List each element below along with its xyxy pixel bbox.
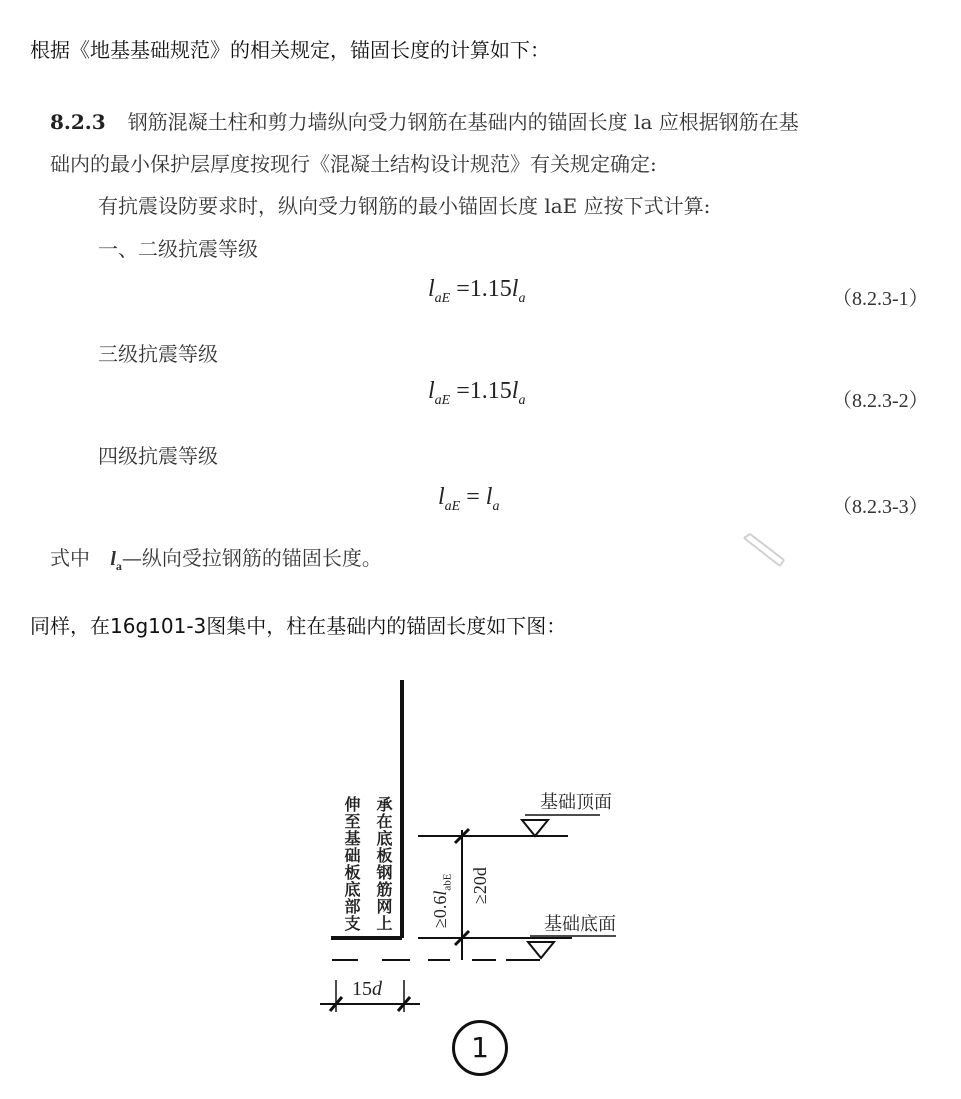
formula-1-eq: =1.15	[450, 276, 512, 302]
formula-2-rhs: l	[511, 378, 519, 404]
pencil-mark-icon	[740, 532, 786, 572]
vertical-note-2: 承在底板钢筋网上	[374, 796, 393, 932]
intro-line-2: 同样，在16g101-3图集中，柱在基础内的锚固长度如下图：	[30, 614, 567, 638]
formula-2-eq: =1.15	[450, 378, 512, 404]
formula-1	[428, 276, 525, 307]
intro-line-1: 根据《地基基础规范》的相关规定，锚固长度的计算如下：	[30, 38, 550, 62]
equation-number-3: （8.2.3-3）	[832, 496, 929, 518]
formula-2	[428, 378, 525, 409]
formula-1-lhs: l	[428, 276, 435, 302]
formula-2-rhs-sub: a	[518, 393, 526, 408]
detail-number: 1	[452, 1020, 508, 1076]
anchorage-length-label: $\ge 0.6l_{abE}$	[430, 873, 454, 928]
grade-1-2-label: 一、二级抗震等级	[98, 237, 258, 261]
formula-2-lhs-sub: aE	[434, 393, 451, 408]
formula-3-lhs-sub: aE	[444, 499, 461, 514]
note-symbol: $l_a$	[110, 548, 122, 573]
anchorage-min-label: ≥20d	[470, 867, 490, 904]
formula-3-rhs-sub: a	[492, 499, 500, 514]
foundation-bottom-label: 基础底面	[544, 914, 616, 935]
foundation-top-label: 基础顶面	[540, 792, 612, 813]
note-line	[50, 542, 382, 574]
equation-number-2: （8.2.3-2）	[832, 390, 929, 412]
formula-2-lhs: l	[428, 378, 435, 404]
seismic-text: 有抗震设防要求时，纵向受力钢筋的最小锚固长度 laE 应按下式计算:	[98, 194, 711, 218]
bend-length-label: 15d	[352, 978, 382, 1000]
formula-3	[438, 484, 499, 515]
note-text: —纵向受拉钢筋的锚固长度。	[121, 546, 382, 570]
formula-1-rhs: l	[511, 276, 519, 302]
clause-text-1: 钢筋混凝土柱和剪力墙纵向受力钢筋在基础内的锚固长度 la 应根据钢筋在基	[127, 110, 799, 134]
note-prefix: 式中	[50, 546, 90, 570]
formula-3-lhs: l	[438, 484, 445, 510]
formula-1-rhs-sub: a	[518, 291, 526, 306]
spec-excerpt	[0, 90, 961, 580]
clause-line-1	[50, 106, 799, 135]
grade-4-label: 四级抗震等级	[98, 444, 218, 468]
formula-3-eq: =	[460, 484, 486, 510]
clause-number: 8.2.3	[50, 110, 106, 134]
formula-3-rhs: l	[485, 484, 493, 510]
equation-number-1: （8.2.3-1）	[832, 288, 929, 310]
anchorage-figure	[300, 660, 680, 1090]
formula-1-lhs-sub: aE	[434, 291, 451, 306]
clause-line-2: 础内的最小保护层厚度按现行《混凝土结构设计规范》有关规定确定:	[50, 152, 657, 176]
grade-3-label: 三级抗震等级	[98, 342, 218, 366]
vertical-note-1: 伸至基础板底部支	[342, 796, 361, 932]
